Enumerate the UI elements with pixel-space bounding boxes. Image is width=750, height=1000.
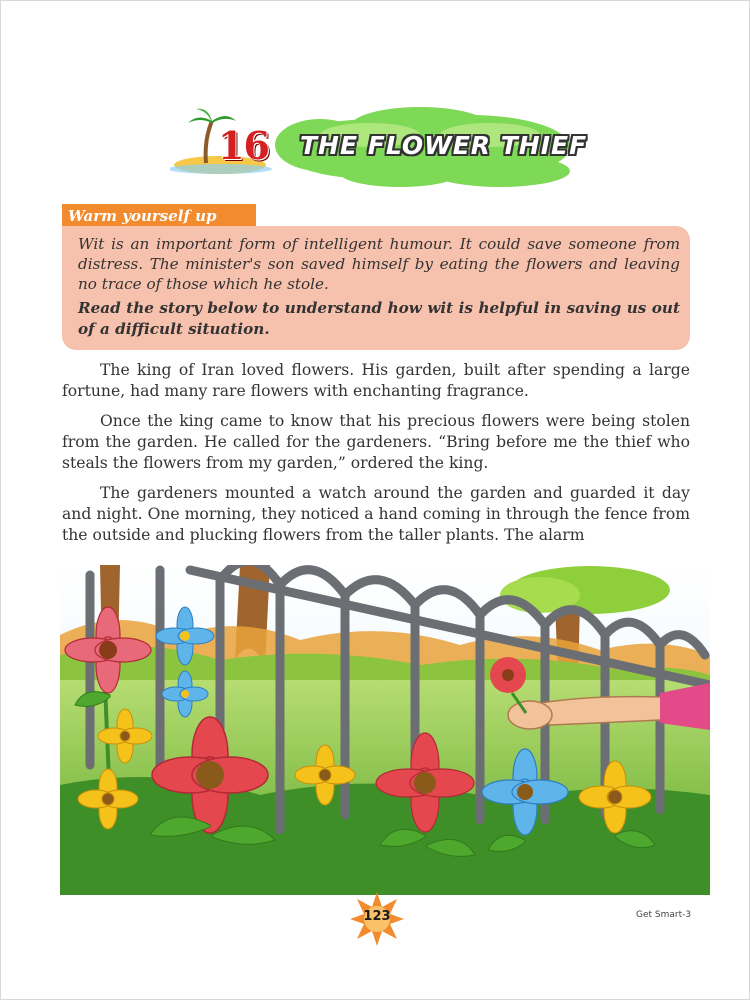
story-text bbox=[62, 360, 690, 555]
story-paragraph: Once the king came to know that his precious flowers were being stolen from the garden. He called for the gardeners. “Bring before me the thief who steals the flowers from my garden,” ordered the king. bbox=[62, 412, 690, 472]
story-paragraph: The king of Iran loved flowers. His garden, built after spending a large fortune, had many rare flowers with enchanting fragrance. bbox=[62, 361, 690, 400]
palm-leaf bbox=[188, 117, 212, 123]
warmup-instruction: Read the story below to understand how wit is helpful in saving us out of a difficult situation. bbox=[78, 299, 680, 338]
chapter-number: 16 bbox=[218, 123, 269, 168]
chapter-header bbox=[170, 105, 590, 195]
series-name: Get Smart-3 bbox=[636, 910, 692, 920]
palm-leaf bbox=[212, 116, 236, 123]
page-number: 123 bbox=[363, 909, 391, 924]
chapter-title: THE FLOWER THIEF bbox=[300, 131, 588, 160]
warmup-box bbox=[62, 226, 690, 350]
garden-scene bbox=[60, 565, 710, 895]
story-paragraph: The gardeners mounted a watch around the garden and guarded it day and night. One morning, they noticed a hand coming in through the fence from the outside and plucking flowers from the taller plants. The alarm bbox=[62, 484, 690, 544]
hand bbox=[508, 701, 552, 729]
warmup-text: Wit is an important form of intelligent humour. It could save someone from distress. The minister's son saved himself by eating the flowers and leaving no trace of those which he stole. bbox=[78, 235, 680, 293]
warmup-heading: Warm yourself up bbox=[62, 204, 256, 228]
page-number-badge bbox=[348, 890, 406, 948]
garden-illustration bbox=[60, 565, 710, 895]
